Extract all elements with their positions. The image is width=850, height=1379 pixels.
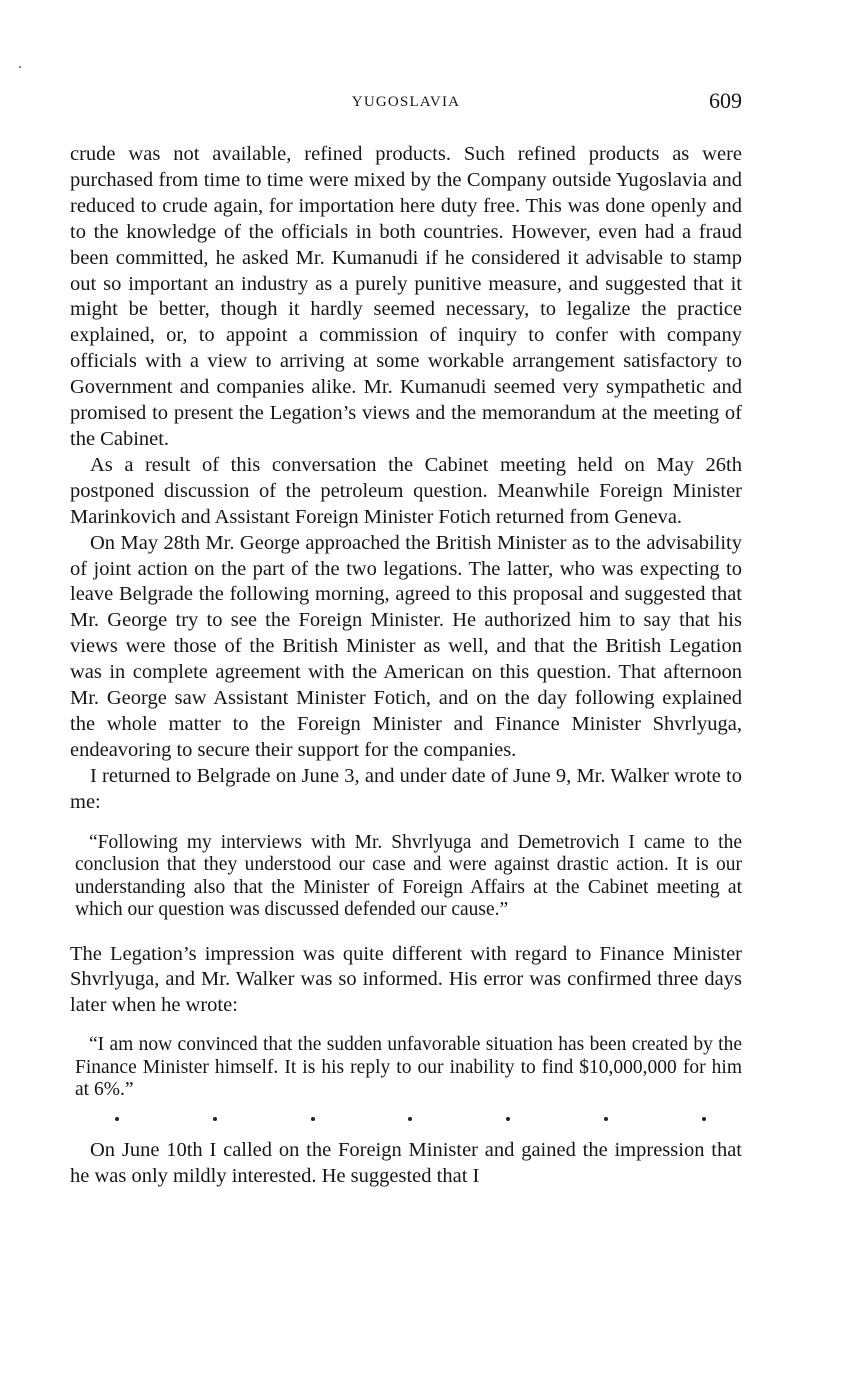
- ellipsis-dot: [311, 1117, 315, 1121]
- ellipsis-dot: [702, 1117, 706, 1121]
- ellipsis-divider: [70, 1110, 742, 1128]
- ellipsis-dot: [213, 1117, 217, 1121]
- stray-mark: [19, 66, 21, 68]
- page-header: [70, 88, 742, 118]
- block-quote-walker-2: “I am now convinced that the sudden unfavorable situation has been created by the Finance Minister himself. It is his reply to our inability to find $10,000,000 for him at 6%.”: [75, 1034, 742, 1101]
- ellipsis-dot: [506, 1117, 510, 1121]
- paragraph-legation-impression: The Legation’s impression was quite different with regard to Finance Minister Shvrlyuga, and Mr. Walker was so informed. His error was confirmed three days later when he wrote:: [70, 942, 742, 1017]
- body-text: [70, 142, 742, 1190]
- paragraph-june-tenth: On June 10th I called on the Foreign Minister and gained the impression that he was only mildly interested. He suggested that I: [70, 1138, 742, 1187]
- ellipsis-dot: [115, 1117, 119, 1121]
- running-title: YUGOSLAVIA: [351, 94, 461, 110]
- block-quote-walker-1: “Following my interviews with Mr. Shvrlyuga and Demetrovich I came to the conclusion that they understood our case and were against drastic action. It is our understanding also that the Minister of Foreign Affairs at the Cabinet meeting at which our question was discussed defended our cause.”: [75, 831, 742, 921]
- ellipsis-dot: [408, 1117, 412, 1121]
- paragraph-walker-letter: I returned to Belgrade on June 3, and under date of June 9, Mr. Walker wrote to me:: [70, 764, 742, 813]
- paragraph-cabinet-meeting: As a result of this conversation the Cabinet meeting held on May 26th postponed discussion of the petroleum question. Meanwhile Foreign Minister Marinkovich and Assistant Foreign Minister Fotich returned from Geneva.: [70, 453, 742, 528]
- page-number: 609: [709, 88, 742, 113]
- paragraph-joint-action: On May 28th Mr. George approached the British Minister as to the advisability of joint action on the part of the two legations. The latter, who was expecting to leave Belgrade the following morning, agreed to this proposal and suggested that Mr. George try to see the Foreign Minister. He authorized him to say that his views were those of the British Minister as well, and that the British Legation was in complete agreement with the American on this question. That afternoon Mr. George saw Assistant Minister Fotich, and on the day following explained the whole matter to the Foreign Minister and Finance Minister Shvrlyuga, endeavoring to secure their support for the companies.: [70, 531, 742, 761]
- paragraph-continuation: crude was not available, refined products. Such refined products as were purchased from time to time were mixed by the Company outside Yugoslavia and reduced to crude again, for importation here duty free. This was done openly and to the knowledge of the officials in both countries. However, even had a fraud been committed, he asked Mr. Kumanudi if he considered it advisable to stamp out so important an industry as a purely punitive measure, and suggested that it might be better, though it hardly seemed necessary, to legalize the practice explained, or, to appoint a commission of inquiry to confer with company officials with a view to arriving at some workable arrangement satisfactory to Government and companies alike. Mr. Kumanudi seemed very sympathetic and promised to present the Legation’s views and the memorandum at the meeting of the Cabinet.: [70, 143, 742, 450]
- ellipsis-dot: [604, 1117, 608, 1121]
